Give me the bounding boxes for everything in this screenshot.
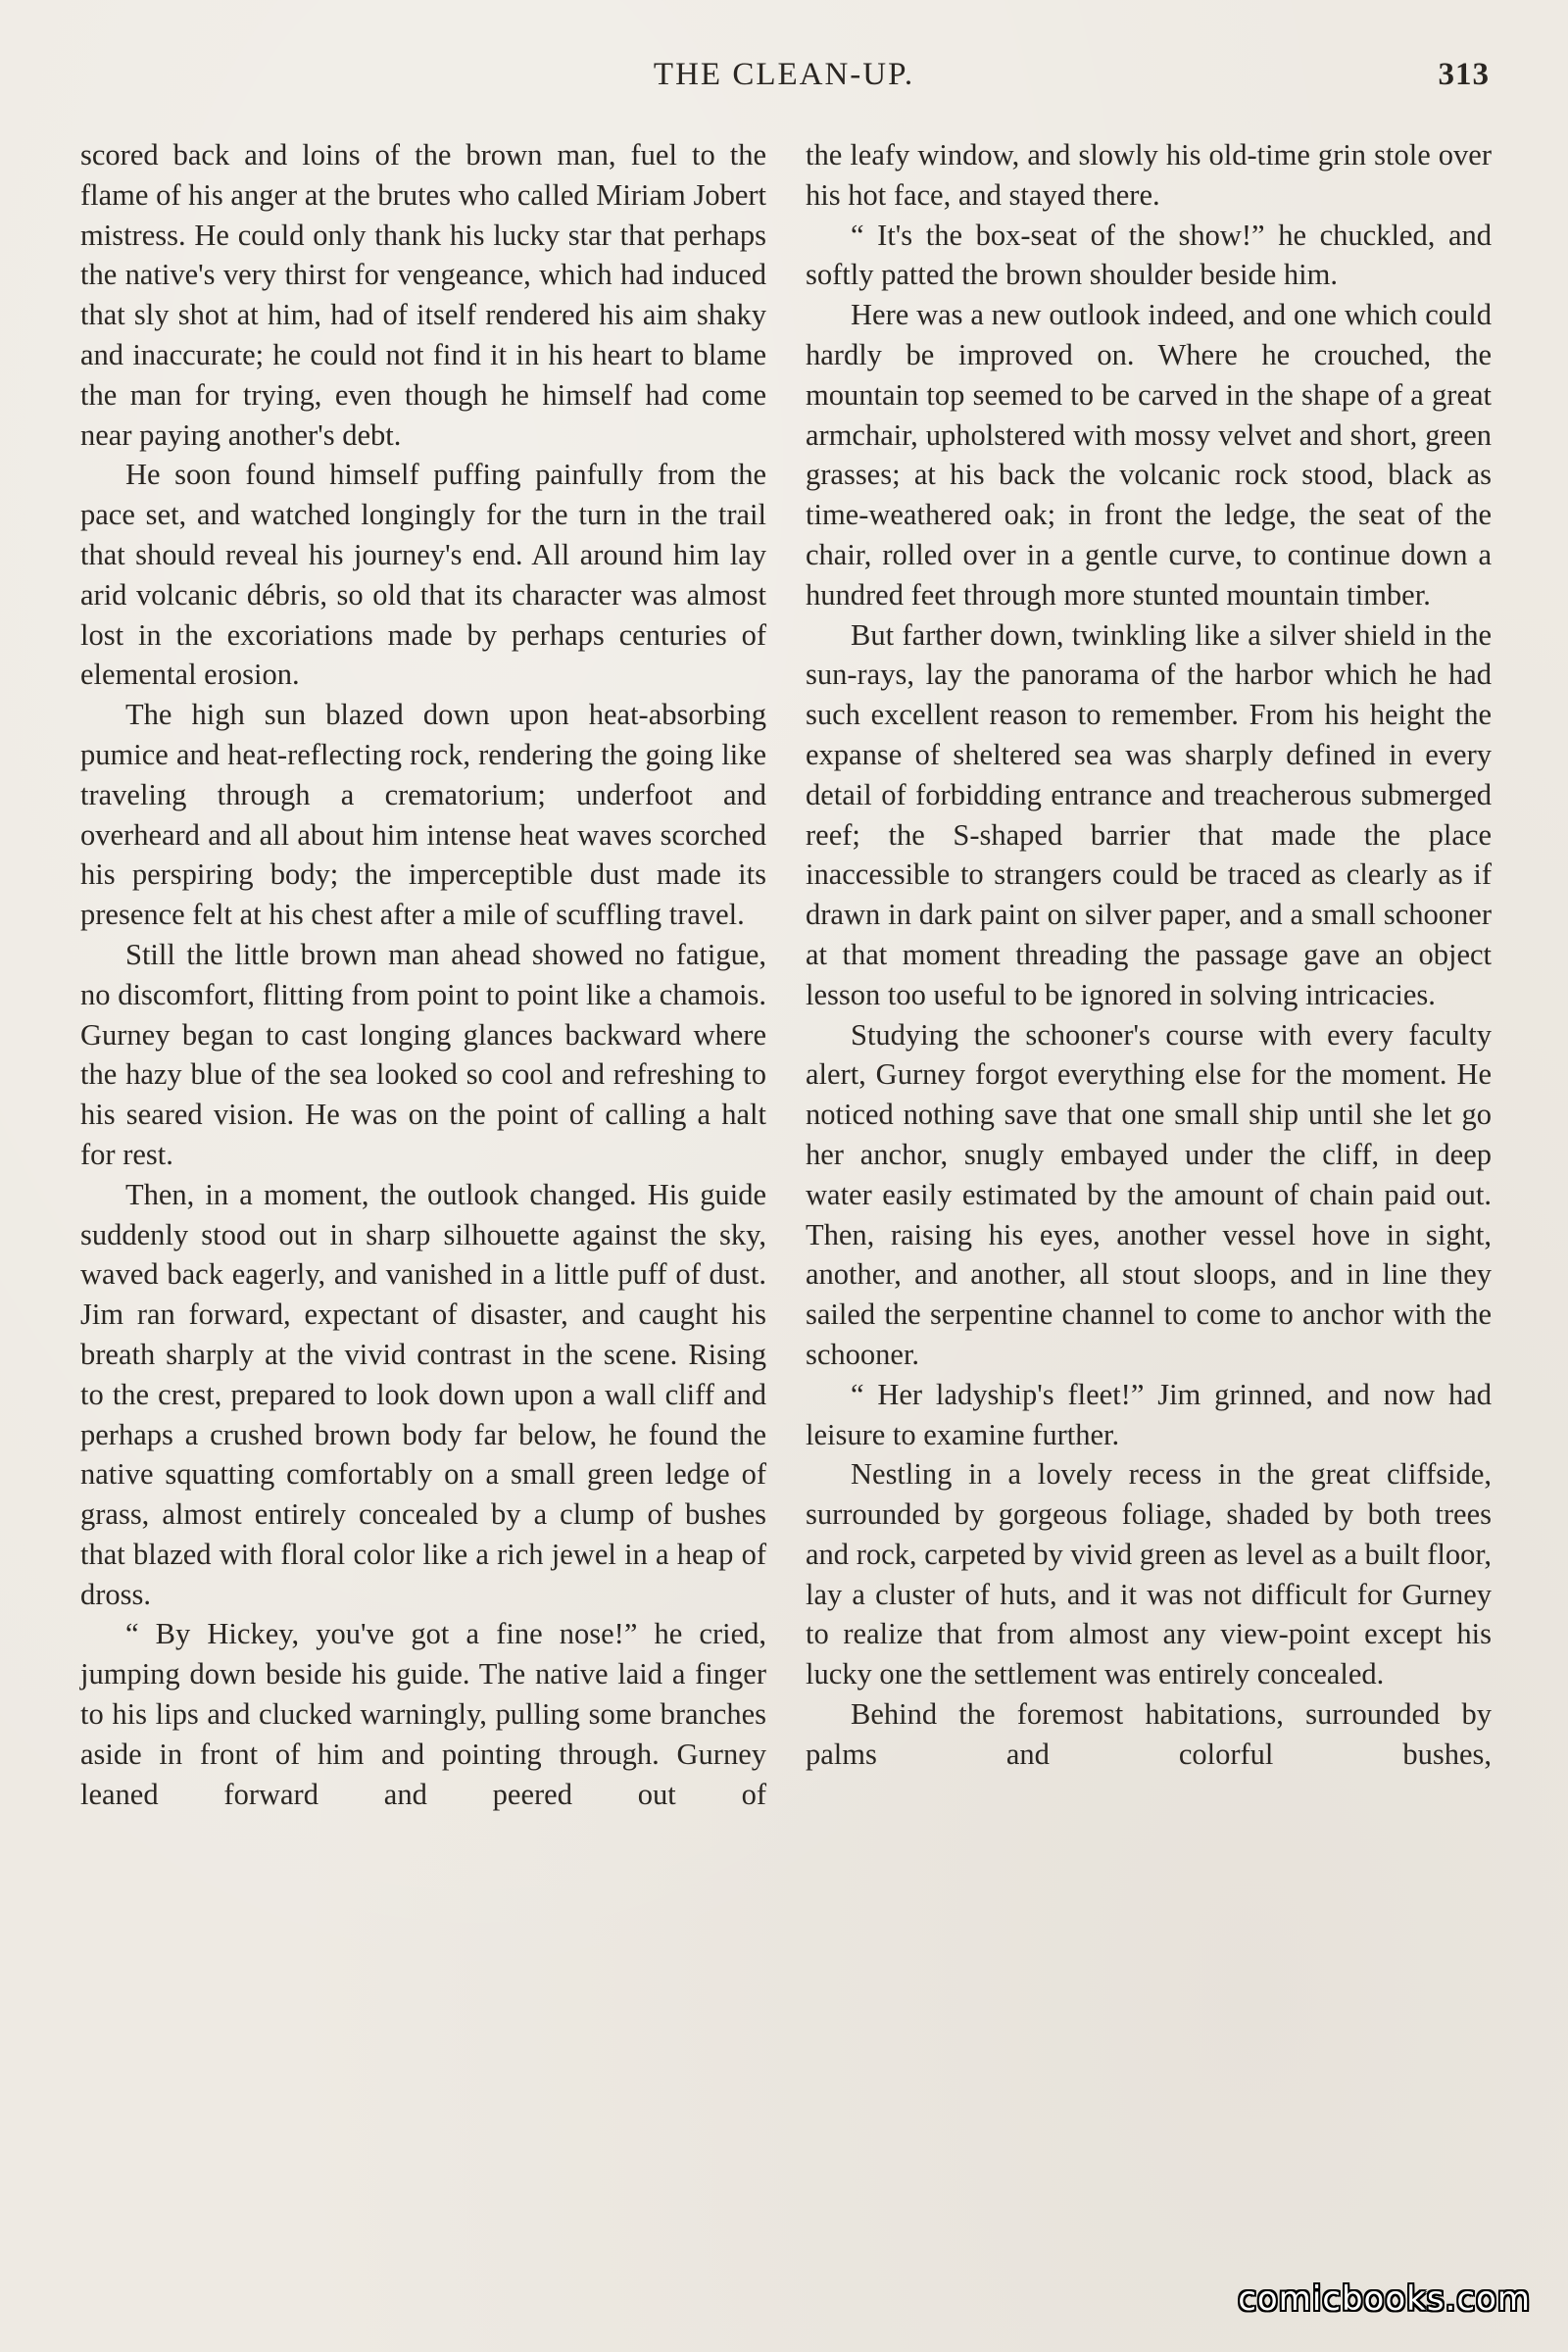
- paragraph: Nestling in a lovely recess in the great cliffside, surrounded by gorgeous foliage, shaded by both trees and rock, carpeted by vivid green as level as a built floor, lay a cluster of huts, and it was not difficult for Gurney to realize that from almost any view-point except his lucky one the settlement was entirely concealed.: [806, 1457, 1492, 1691]
- paragraph: scored back and loins of the brown man, fuel to the flame of his anger at the brutes who called Miriam Jobert mistress. He could only thank his lucky star that perhaps the native's very thirst for vengeance, which had induced that sly shot at him, had of itself rendered his aim shaky and inaccurate; he could not find it in his heart to blame the man for trying, even though he himself had come near paying another's debt.: [80, 138, 766, 452]
- watermark: comicbooks.com: [1238, 2279, 1531, 2319]
- paragraph: He soon found himself puffing painfully from the pace set, and watched longingly for the turn in the trail that should reveal his journey's end. All around him lay arid volcanic débris, so old that its character was almost lost in the excoriations made by perhaps centuries of elemental erosion.: [80, 458, 766, 692]
- paragraph: Here was a new outlook indeed, and one which could hardly be improved on. Where he crouched, the mountain top seemed to be carved in the shape of a great armchair, upholstered with mossy velvet and short, green grasses; at his back the volcanic rock stood, black as time-weathered oak; in front the ledge, the seat of the chair, rolled over in a gentle curve, to continue down a hundred feet through more stunted mountain timber.: [806, 298, 1492, 612]
- paragraph: Behind the foremost habitations, surrounded by palms and colorful bushes,: [806, 1697, 1492, 1771]
- paragraph: But farther down, twinkling like a silver shield in the sun-rays, lay the panorama of the harbor which he had such excellent reason to remember. From his height the expanse of sheltered sea was sharply defined in every detail of forbidding entrance and treacherous submerged reef; the S-shaped barrier that made the place inaccessible to strangers could be traced as clearly as if drawn in dark paint on silver paper, and a small schooner at that moment threading the passage gave an object lesson too useful to be ignored in solving intricacies.: [806, 617, 1492, 1011]
- paragraph: the leafy window, and slowly his old-time grin stole over his hot face, and stayed there.: [806, 138, 1492, 212]
- paragraph: Studying the schooner's course with every faculty alert, Gurney forgot everything else for the moment. He noticed nothing save that one small ship until she let go her anchor, snugly embayed under the cliff, in deep water easily estimated by the amount of chain paid out. Then, raising his eyes, another vessel hove in sight, another, and another, all stout sloops, and in line they sailed the serpentine channel to come to anchor with the schooner.: [806, 1017, 1492, 1371]
- paragraph: “ It's the box-seat of the show!” he chuckled, and softly patted the brown shoulder beside him.: [806, 218, 1492, 292]
- paragraph: The high sun blazed down upon heat-absorbing pumice and heat-reflecting rock, rendering the going like traveling through a crematorium; underfoot and overheard and all about him intense heat waves scorched his perspiring body; the imperceptible dust made its presence felt at his chest after a mile of scuffling travel.: [80, 698, 766, 932]
- page-number: 313: [1438, 57, 1490, 92]
- right-text-column: [806, 135, 1492, 1775]
- page-header: [78, 57, 1490, 106]
- running-head: THE CLEAN-UP.: [653, 57, 915, 92]
- paragraph: “ By Hickey, you've got a fine nose!” he cried, jumping down beside his guide. The native laid a finger to his lips and clucked warningly, pulling some branches aside in front of him and pointing through. Gurney leaned forward and peered out of: [80, 1617, 766, 1811]
- left-text-column: [80, 135, 766, 1814]
- paragraph: “ Her ladyship's fleet!” Jim grinned, and now had leisure to examine further.: [806, 1377, 1492, 1451]
- paragraph: Then, in a moment, the outlook changed. His guide suddenly stood out in sharp silhouette against the sky, waved back eagerly, and vanished in a little puff of dust. Jim ran forward, expectant of disaster, and caught his breath sharply at the vivid contrast in the scene. Rising to the crest, prepared to look down upon a wall cliff and perhaps a crushed brown body far below, he found the native squatting comfortably on a small green ledge of grass, almost entirely concealed by a clump of bushes that blazed with floral color like a rich jewel in a heap of dross.: [80, 1177, 766, 1611]
- paragraph: Still the little brown man ahead showed no fatigue, no discomfort, flitting from point to point like a chamois. Gurney began to cast longing glances backward where the hazy blue of the sea looked so cool and refreshing to his seared vision. He was on the point of calling a halt for rest.: [80, 937, 766, 1171]
